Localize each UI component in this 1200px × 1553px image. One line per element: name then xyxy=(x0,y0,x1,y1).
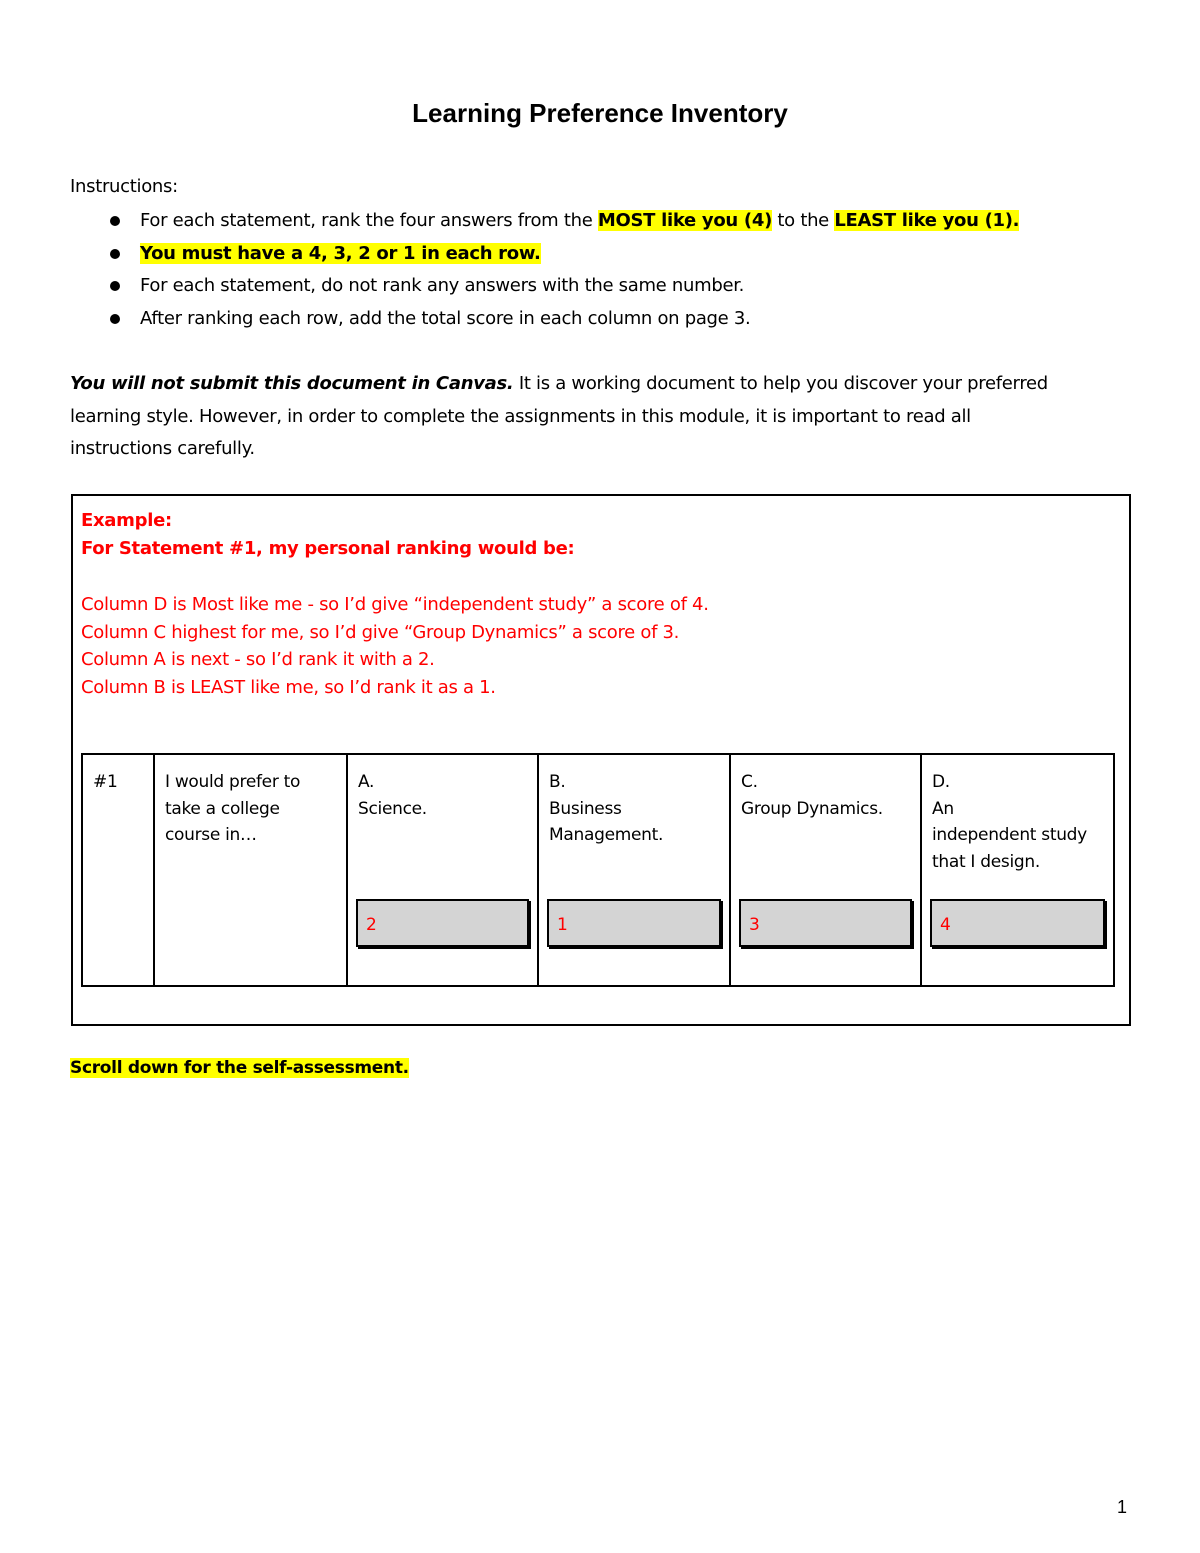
option-letter: C. xyxy=(741,772,758,792)
option-text: Business xyxy=(549,798,622,819)
bullet-icon xyxy=(110,216,120,226)
bullet-icon xyxy=(110,281,120,291)
statement-line: course in… xyxy=(165,825,257,845)
option-cell-b xyxy=(539,755,731,985)
option-letter: B. xyxy=(549,772,566,792)
option-cell-a xyxy=(348,755,539,985)
most-like-you-highlight: MOST like you (4) xyxy=(597,210,772,231)
example-line: Column D is Most like me - so I’d give “independent study” a score of 4. xyxy=(81,594,709,615)
required-ranking-highlight: You must have a 4, 3, 2 or 1 in each row. xyxy=(140,242,541,264)
example-line: Column C highest for me, so I’d give “Group Dynamics” a score of 3. xyxy=(81,622,680,643)
scroll-note-text: Scroll down for the self-assessment. xyxy=(70,1058,409,1078)
instruction-text: to the xyxy=(772,210,835,231)
submission-note-text: It is a working document to help you discover your preferred xyxy=(513,373,1048,394)
scroll-note xyxy=(70,1058,409,1078)
instruction-text: After ranking each row, add the total score in each column on page 3. xyxy=(140,307,751,329)
submission-note-line: instructions carefully. xyxy=(70,438,255,459)
instructions-label: Instructions: xyxy=(70,176,178,197)
instruction-item xyxy=(70,306,1130,339)
instruction-item xyxy=(70,208,1130,241)
instruction-item xyxy=(70,241,1130,274)
example-subheading: For Statement #1, my personal ranking would be: xyxy=(81,538,575,559)
example-line: Column B is LEAST like me, so I’d rank it as a 1. xyxy=(81,677,496,698)
statement-line: take a college xyxy=(165,798,280,819)
option-letter: D. xyxy=(932,772,950,792)
statement-number-cell xyxy=(83,755,155,985)
instructions-list xyxy=(70,208,1130,338)
example-heading: Example: xyxy=(81,510,172,531)
score-box-b: 1 xyxy=(547,899,721,947)
option-cell-c xyxy=(731,755,922,985)
submission-note xyxy=(70,368,1130,466)
option-cell-d xyxy=(922,755,1113,985)
score-box-d: 4 xyxy=(930,899,1105,947)
bullet-icon xyxy=(110,249,120,259)
least-like-you-highlight: LEAST like you (1). xyxy=(834,210,1020,231)
instruction-text: For each statement, do not rank any answers with the same number. xyxy=(140,275,745,296)
statement-number: #1 xyxy=(93,772,118,792)
instruction-item xyxy=(70,273,1130,306)
option-text: Group Dynamics. xyxy=(741,798,883,819)
statement-cell xyxy=(155,755,348,985)
statement-line: I would prefer to xyxy=(165,772,301,792)
example-box xyxy=(71,494,1131,1026)
option-letter: A. xyxy=(358,772,375,792)
submission-note-line: learning style. However, in order to complete the assignments in this module, it is important to read all xyxy=(70,405,971,427)
bullet-icon xyxy=(110,314,120,324)
page-title: Learning Preference Inventory xyxy=(412,98,788,128)
option-text: Science. xyxy=(358,798,427,819)
option-text: independent study xyxy=(932,825,1087,845)
option-text: An xyxy=(932,798,954,819)
option-text: that I design. xyxy=(932,851,1040,872)
score-box-a: 2 xyxy=(356,899,529,947)
score-box-c: 3 xyxy=(739,899,912,947)
instruction-text: For each statement, rank the four answers from the xyxy=(140,210,598,231)
submission-note-lead: You will not submit this document in Canvas. xyxy=(70,373,514,394)
submission-note-line xyxy=(70,368,1130,401)
example-ranking-row xyxy=(81,753,1115,987)
option-text: Management. xyxy=(549,825,664,845)
example-line: Column A is next - so I’d rank it with a 2. xyxy=(81,649,435,670)
page-number: 1 xyxy=(1117,1497,1128,1517)
